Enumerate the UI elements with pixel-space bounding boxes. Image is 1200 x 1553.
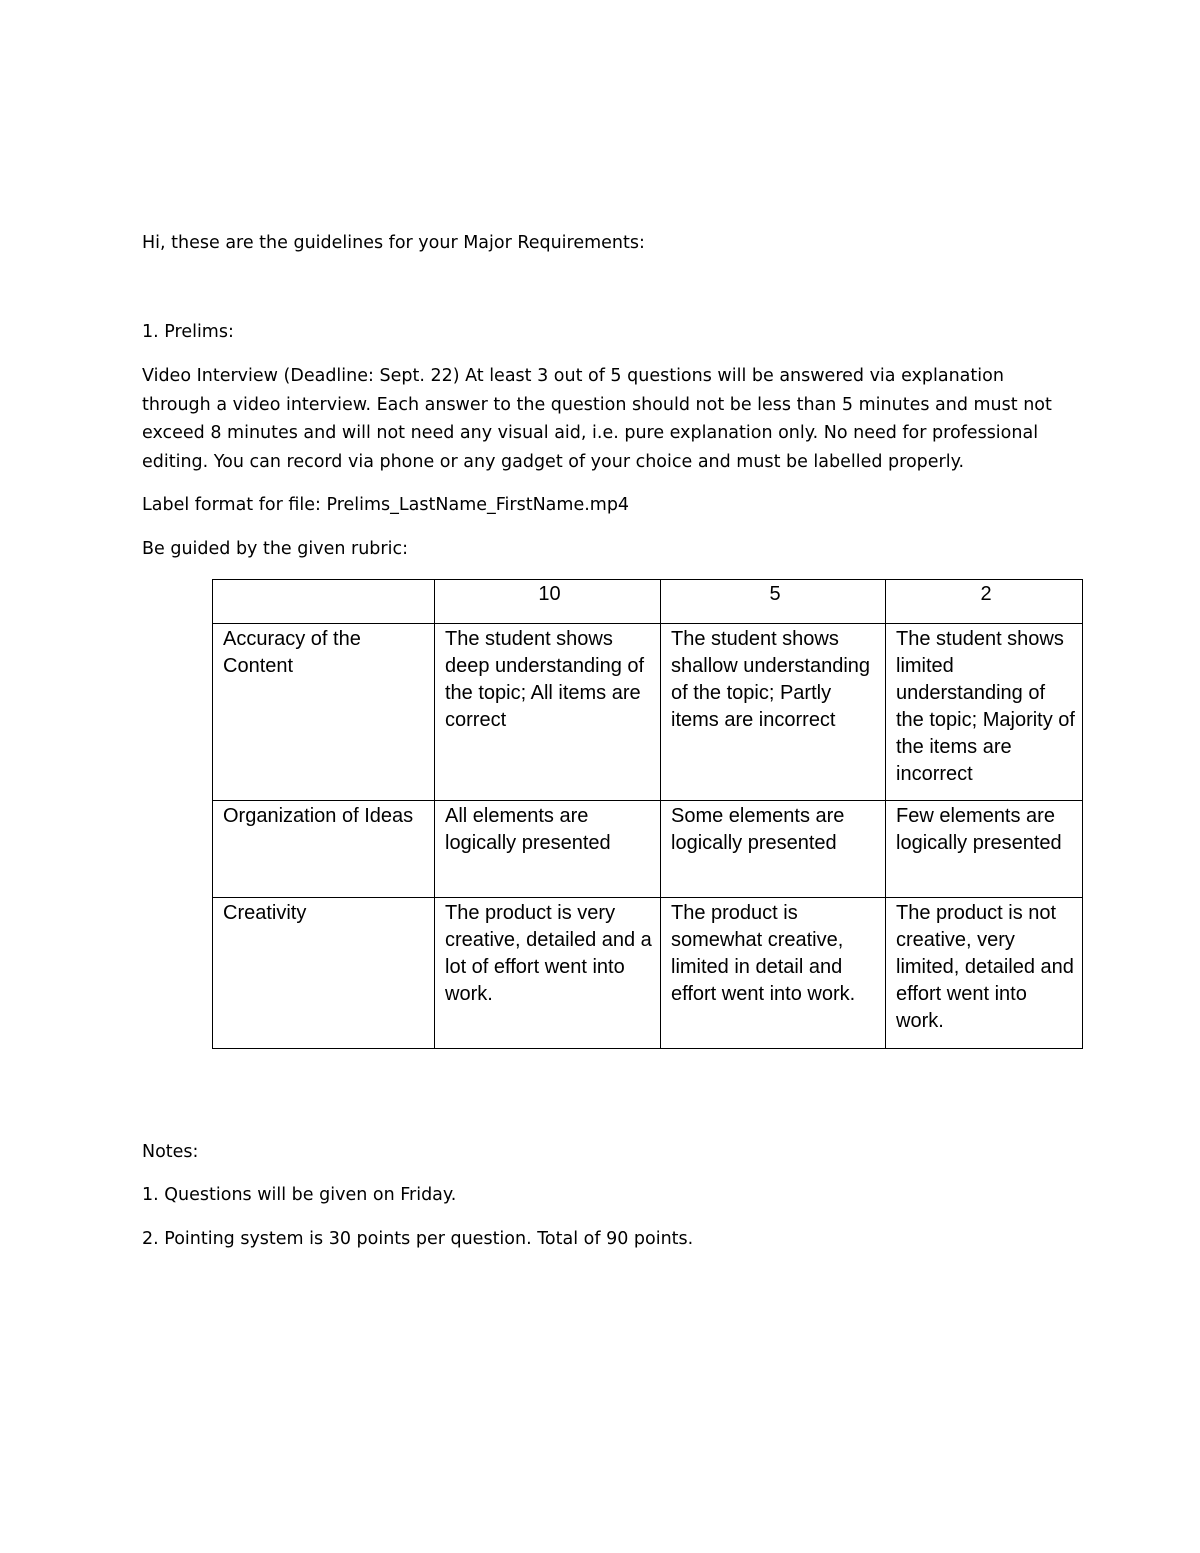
rubric-header-score: 5 (661, 580, 886, 624)
rubric-cell: The product is not creative, very limited, detailed and effort went into work. (886, 898, 1083, 1049)
rubric-criterion: Accuracy of the Content (213, 624, 435, 801)
rubric-cell: The student shows shallow understanding of the topic; Partly items are incorrect (661, 624, 886, 801)
rubric-criterion: Creativity (213, 898, 435, 1049)
rubric-table (212, 579, 1083, 1049)
intro-text: Hi, these are the guidelines for your Major Requirements: (142, 233, 645, 253)
rubric-header-row (213, 580, 1083, 624)
label-format-text: Label format for file: Prelims_LastName_FirstName.mp4 (142, 495, 630, 515)
notes-heading: Notes: (142, 1142, 199, 1162)
rubric-criterion: Organization of Ideas (213, 801, 435, 898)
rubric-intro-text: Be guided by the given rubric: (142, 539, 408, 559)
rubric-cell: The student shows limited understanding of the topic; Majority of the items are incorrect (886, 624, 1083, 801)
section-heading: 1. Prelims: (142, 322, 234, 342)
rubric-cell: All elements are logically presented (435, 801, 661, 898)
rubric-header-score: 10 (435, 580, 661, 624)
rubric-cell: The student shows deep understanding of the topic; All items are correct (435, 624, 661, 801)
rubric-row (213, 624, 1083, 801)
rubric-cell: Some elements are logically presented (661, 801, 886, 898)
rubric-header-score: 2 (886, 580, 1083, 624)
rubric-cell: Few elements are logically presented (886, 801, 1083, 898)
description-paragraph: Video Interview (Deadline: Sept. 22) At least 3 out of 5 questions will be answered via explanation through a video interview. Each answer to the question should not be less than 5 minutes and must not exceed 8 minutes and will not need any visual aid, i.e. pure explanation only. No need for professional editing. You can record via phone or any gadget of your choice and must be labelled properly. (142, 366, 1052, 472)
rubric-row (213, 898, 1083, 1049)
rubric-cell: The product is somewhat creative, limited in detail and effort went into work. (661, 898, 886, 1049)
rubric-cell: The product is very creative, detailed and a lot of effort went into work. (435, 898, 661, 1049)
note-item: 2. Pointing system is 30 points per question. Total of 90 points. (142, 1229, 694, 1249)
rubric-row (213, 801, 1083, 898)
rubric-header-corner (213, 580, 435, 624)
note-item: 1. Questions will be given on Friday. (142, 1185, 457, 1205)
